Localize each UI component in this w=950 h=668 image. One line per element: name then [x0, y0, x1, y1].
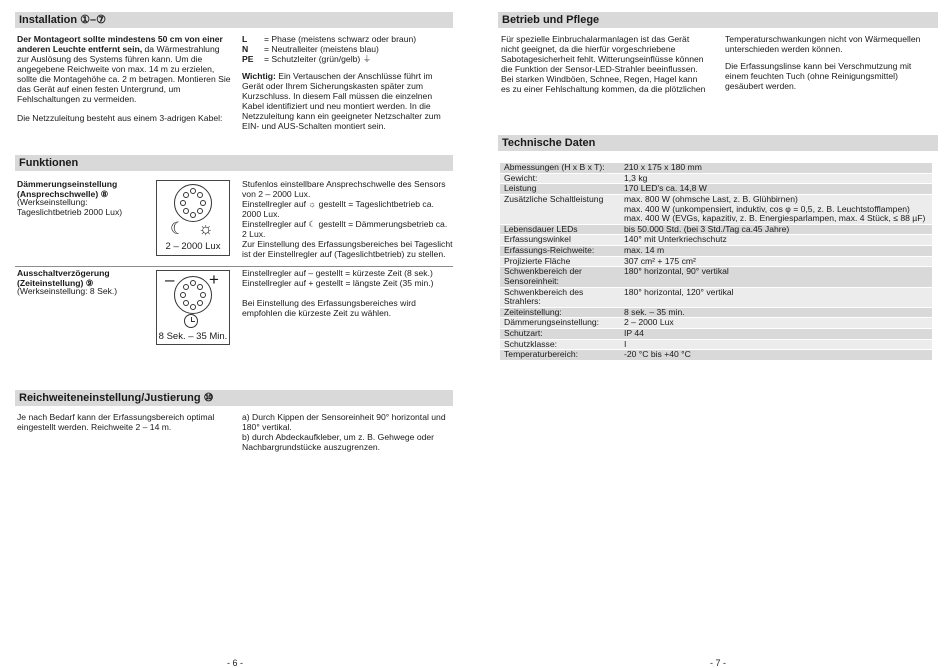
clock-icon	[184, 314, 198, 328]
tech-row-value: 140° mit Unterkriechschutz	[620, 235, 932, 246]
funktionen-heading	[15, 155, 453, 171]
tech-row-label: Dämmerungseinstellung:	[500, 318, 620, 329]
tech-row	[500, 267, 932, 287]
reichweite-heading	[15, 390, 453, 406]
lux-range-caption: 2 – 2000 Lux	[165, 241, 221, 252]
time-dial-figure	[156, 270, 230, 345]
time-range-caption: 8 Sek. – 35 Min.	[158, 331, 228, 342]
tech-row-value: 170 LED's ca. 14,8 W	[620, 184, 932, 195]
funktionen-title: Funktionen	[19, 157, 79, 169]
installation-intro-text: da Wärmestrahlung zur Auslösung des Systems führen kann. Um die angegebene Reichweite von max. 14 m zu erzielen, sollte die Montagehöhe ca. 2 m betragen. Montieren Sie das Gerät auf einen festen Untergrund, um Fehlschaltungen zu vermeiden.	[17, 43, 231, 104]
pflege-col2-para1: Temperaturschwankungen nicht von Wärmequellen unterschieden werden können.	[725, 34, 921, 54]
wire-text: = Neutralleiter (meistens blau)	[264, 43, 379, 54]
tech-row	[500, 173, 932, 184]
lux-dial-figure	[156, 180, 230, 256]
tech-row	[500, 307, 932, 318]
tech-row	[500, 256, 932, 267]
lux-dial-knob	[174, 184, 212, 222]
tech-heading	[498, 135, 938, 151]
installation-intro-bold: Der Montageort sollte mindestens 50 cm von einer anderen Leuchte entfernt sein,	[17, 34, 223, 54]
wire-text: = Schutzleiter (grün/gelb) ⏚	[264, 53, 372, 64]
tech-row-label: Erfassungswinkel	[500, 235, 620, 246]
moon-icon: ☾	[170, 219, 186, 238]
tech-row	[500, 329, 932, 340]
wire-code: N	[242, 43, 249, 54]
plus-icon: +	[209, 270, 219, 289]
ausschalt-default: (Werkseinstellung: 8 Sek.)	[17, 286, 118, 296]
wire-text: = Phase (meistens schwarz oder braun)	[264, 34, 417, 44]
tech-row-label: Zusätzliche Schaltleistung	[500, 194, 620, 224]
wire-code: L	[242, 34, 248, 44]
tech-row-value: 180° horizontal, 120° vertikal	[620, 287, 932, 307]
installation-heading	[15, 12, 453, 28]
page-number-right: - 7 -	[710, 658, 727, 668]
ausschalt-title: Ausschaltverzögerung (Zeiteinstellung) ⑨	[17, 268, 110, 288]
tech-row-value: max. 14 m	[620, 246, 932, 257]
tech-row	[500, 235, 932, 246]
installation-intro	[17, 35, 231, 124]
tech-row-label: Gewicht:	[500, 173, 620, 184]
warning-label: Wichtig:	[242, 70, 276, 81]
tech-row	[500, 318, 932, 329]
pflege-col1: Für spezielle Einbruchalarmanlagen ist das Gerät nicht geeignet, da die hierfür vorgeschriebene Sabotagesicherheit fehlt. Witterungseinflüsse können die Funktion der Sensor-LED-Strahler beeinflussen. Bei starken Windböen, Schnee, Regen, Hagel kann es zu einer Fehlschaltung kommen, da die plötzlichen	[501, 34, 706, 94]
tech-row-value: 180° horizontal, 90° vertikal	[620, 267, 932, 287]
tech-row	[500, 194, 932, 224]
installation-warning	[242, 72, 450, 132]
tech-row-label: Zeiteinstellung:	[500, 307, 620, 318]
minus-icon: –	[165, 270, 175, 289]
tech-row-value: bis 50.000 Std. (bei 3 Std./Tag ca.45 Jahre)	[620, 224, 932, 235]
tech-row-label: Temperaturbereich:	[500, 350, 620, 361]
sun-icon: ☼	[198, 219, 214, 238]
tech-data-table	[500, 163, 932, 361]
wire-list	[242, 35, 450, 132]
tech-row-value: -20 °C bis +40 °C	[620, 350, 932, 361]
ausschalt-description: Einstellregler auf – gestellt = kürzeste Zeit (8 sek.) Einstellregler auf + gestellt = längste Zeit (35 min.) Bei Einstellung des Erfassungsbereiches wird empfohlen die kürzeste Zeit zu wählen.	[242, 268, 434, 318]
tech-row-label: Leistung	[500, 184, 620, 195]
tech-row-label: Abmessungen (H x B x T):	[500, 163, 620, 173]
pflege-heading	[498, 12, 938, 28]
pflege-title: Betrieb und Pflege	[502, 14, 600, 26]
wire-item	[242, 55, 450, 65]
tech-row-value: max. 800 W (ohmsche Last, z. B. Glühbirnen) max. 400 W (unkompensiert, induktiv, cos φ = 0,5, z. B. Leuchtstofflampen) max. 400 W (EVGs, kapazitiv, z. B. Energiesparlampen, max. 4 Stück, ≤ 88 µF)	[620, 194, 932, 224]
tech-row-label: Schwenkbereich des Strahlers:	[500, 287, 620, 307]
tech-row	[500, 350, 932, 361]
tech-row	[500, 339, 932, 350]
warning-text: Ein Vertauschen der Anschlüsse führt im Gerät oder Ihrem Sicherungskasten später zum Kurzschluss. In diesem Fall müssen die einzelnen Kabel identifiziert und neu montiert werden. In die Netzzuleitung kann ein geeigneter Netzschalter zum EIN- und AUS-Schalten montiert sein.	[242, 70, 441, 131]
tech-row	[500, 184, 932, 195]
reichweite-items: a) Durch Kippen der Sensoreinheit 90° horizontal und 180° vertikal. b) durch Abdeckaufkleber, um z. B. Gehwege oder Nachbargrundstücke auszugrenzen.	[242, 412, 446, 452]
daemmerung-title: Dämmerungseinstellung (Ansprechschwelle) ⑧	[17, 179, 118, 199]
tech-row-value: 210 x 175 x 180 mm	[620, 163, 932, 173]
daemmerung-description: Stufenlos einstellbare Ansprechschwelle des Sensors von 2 – 2000 Lux. Einstellregler auf ☼ gestellt = Tageslichtbetrieb ca. 2000 Lux. Einstellregler auf ☾ gestellt = Dämmerungsbetrieb ca. 2 Lux. Zur Einstellung des Erfassungsbereiches bei Tageslicht ist der Einstellregler auf (Tageslichtbetrieb) zu stellen.	[242, 179, 453, 259]
tech-row-value: I	[620, 339, 932, 350]
reichweite-text: Je nach Bedarf kann der Erfassungsbereich optimal eingestellt werden. Reichweite 2 – 14 m.	[17, 412, 215, 432]
pflege-col2-para2: Die Erfassungslinse kann bei Verschmutzung mit einem feuchten Tuch (ohne Reinigungsmittel) gesäubert werden.	[725, 60, 912, 91]
time-dial-knob	[174, 276, 212, 314]
tech-row	[500, 246, 932, 257]
wire-code: PE	[242, 53, 254, 64]
tech-row-label: Projizierte Fläche	[500, 256, 620, 267]
tech-title: Technische Daten	[502, 137, 596, 149]
tech-row-label: Schutzklasse:	[500, 339, 620, 350]
installation-title: Installation ①–⑦	[19, 14, 106, 26]
tech-row-label: Schwenkbereich der Sensoreinheit:	[500, 267, 620, 287]
tech-row	[500, 287, 932, 307]
daemmerung-default: (Werkseinstellung: Tageslichtbetrieb 2000 Lux)	[17, 197, 123, 217]
pflege-col2	[725, 35, 925, 92]
tech-row-label: Schutzart:	[500, 329, 620, 340]
tech-row-label: Erfassungs-Reichweite:	[500, 246, 620, 257]
tech-row-value: 8 sek. – 35 min.	[620, 307, 932, 318]
tech-row-value: 307 cm² + 175 cm²	[620, 256, 932, 267]
tech-row-value: IP 44	[620, 329, 932, 340]
reichweite-title: Reichweiteneinstellung/Justierung ⑩	[19, 392, 214, 404]
page-number-left: - 6 -	[227, 658, 244, 668]
tech-row-label: Lebensdauer LEDs	[500, 224, 620, 235]
tech-row-value: 1,3 kg	[620, 173, 932, 184]
installation-cable-text: Die Netzzuleitung besteht aus einem 3-adrigen Kabel:	[17, 112, 223, 123]
function-divider	[15, 266, 453, 267]
tech-row	[500, 224, 932, 235]
tech-row-value: 2 – 2000 Lux	[620, 318, 932, 329]
tech-row	[500, 163, 932, 173]
